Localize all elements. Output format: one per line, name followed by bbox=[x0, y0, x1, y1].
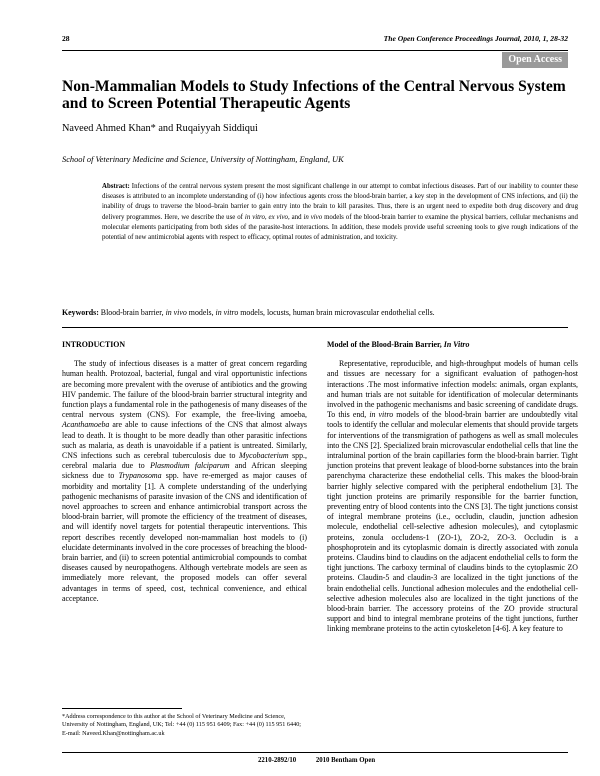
left-column bbox=[62, 340, 307, 604]
body-text: are able to cause infections of the CNS that almost always lead to death. It is thought to be more deadly than other parasitic infections such as malaria, as death is unavoidable if a patient is untreated. Similarly, CNS infections such as cerebral tuberculosis due to bbox=[62, 420, 307, 461]
body-text: spp., cerebral malaria due to bbox=[62, 451, 307, 471]
header-divider bbox=[62, 50, 568, 51]
page-footer bbox=[258, 757, 393, 764]
keywords-text: Blood-brain barrier, bbox=[98, 308, 166, 317]
introduction-heading: INTRODUCTION bbox=[62, 340, 126, 349]
body-italic: Mycobacterium bbox=[239, 451, 289, 461]
introduction-paragraph bbox=[62, 359, 307, 604]
author-list: Naveed Ahmed Khan* and Ruqaiyyah Siddiqui bbox=[62, 123, 258, 134]
body-text: spp. have re-emerged as major causes of morbidity and mortality [1]. A complete understanding of the underlying pathogenic mechanisms of parasite invasion of the CNS and identification of novel approaches to screen and enhance antimicrobial transport across the blood-brain barrier, will promote the efficiency of the treatment of diseases, and will identify novel targets for potential therapeutic interventions. This report describes recently developed non-mammalian host models to (i) elucidate determinants involved in the core processes of breaching the blood-brain barrier, and (ii) to screen potential antimicrobial compounds to combat diseases caused by neuropathogens. Although vertebrate models are seen as immediately more relevant, the proposed models can offer several advantages in terms of speed, cost, technical convenience, and ethical acceptance. bbox=[62, 471, 308, 603]
keywords-italic: in vivo bbox=[165, 308, 187, 317]
heading-italic: In Vitro bbox=[443, 340, 470, 349]
issn: 2210-2892/10 bbox=[258, 757, 297, 764]
abstract-label: Abstract: bbox=[102, 183, 130, 190]
abstract-italic: in vivo bbox=[303, 213, 323, 221]
affiliation: School of Veterinary Medicine and Science, University of Nottingham, England, UK bbox=[62, 155, 344, 164]
keywords-divider bbox=[62, 327, 568, 328]
article-title: Non-Mammalian Models to Study Infections of the Central Nervous System and to Screen Potential Therapeutic Agents bbox=[62, 78, 566, 112]
open-access-badge: Open Access bbox=[502, 52, 568, 68]
body-italic: Acanthamoeba bbox=[62, 420, 110, 430]
heading-text: Model of the Blood-Brain Barrier, bbox=[327, 340, 444, 349]
body-text: and African sleeping sickness due to bbox=[62, 461, 307, 481]
body-italic: Plasmodium falciparum bbox=[150, 461, 230, 471]
footer-divider bbox=[62, 752, 568, 753]
body-text: The study of infectious diseases is a matter of great concern regarding human health. Protozoal, bacterial, fungal and viral opportunistic infections are becoming more prevalent with the overuse of antibiotics and the growing HIV pandemic. The failure of the blood-brain barrier structural integrity and function plays a fundamental role in the pathogenesis of many diseases of the central nervous system (CNS). For example, the free-living amoeba, bbox=[62, 359, 307, 420]
body-italic: in vitro bbox=[369, 410, 394, 420]
keywords-text: models, bbox=[186, 308, 216, 317]
running-header bbox=[62, 34, 568, 48]
footnote-divider bbox=[62, 708, 182, 709]
keywords-text: models, locusts, human brain microvascular endothelial cells. bbox=[238, 308, 435, 317]
correspondence-footnote: *Address correspondence to this author at the School of Veterinary Medicine and Science, University of Nottingham, England, UK; Tel: +44 (0) 115 951 6409; Fax: +44 (0) 115 951 6440; E-mail: Naveed.Khan@nottingham.ac.uk bbox=[62, 713, 302, 737]
page-number: 28 bbox=[62, 34, 70, 43]
model-section-heading bbox=[327, 340, 578, 350]
model-section-paragraph bbox=[327, 359, 578, 634]
abstract-text: models of the blood-brain barrier to examine the physical barriers, cellular mechanisms and molecular elements participating from both sides of the parasite-host interactions. In addition, these models provide useful screening tools to give rough indications of the potential of new antimicrobial agents with respect to efficacy, optimal routes of administration, and toxicity. bbox=[102, 213, 578, 242]
keywords-label: Keywords: bbox=[62, 308, 99, 317]
abstract-text: Infections of the central nervous system present the most significant challenge in our attempt to combat infectious diseases. Part of our inability to counter these diseases is attributed to an incomplete understanding of (i) how infectious agents cross the blood-brain barrier, a key step in the development of CNS infections, and (ii) the inability of drugs to traverse the blood–brain barrier to gain entry into the brain to kill parasites. Thus, there is an urgent need to expedite both drug discovery and drug delivery programmes. Here, we describe the use of bbox=[102, 183, 578, 221]
body-text: Representative, reproducible, and high-throughput models of human cells and tissues are necessary for a significant evaluation of pathogen-host interactions .The most informative infection models: animals, organ explants, and human trials are not suitable for identification of molecular determinants involved in the pathogenic mechanisms and basic screening of candidate drugs. To this end, bbox=[327, 359, 578, 420]
keywords-italic: in vitro bbox=[215, 308, 239, 317]
right-column bbox=[327, 340, 578, 635]
body-text: models of the blood-brain barrier are undoubtedly vital tools to identify the cellular and molecular elements that should provide targets for interventions of the transmigration of pathogens as well as small molecules into the CNS [2]. Specialized brain microvascular endothelial cells that line the intraluminal portion of the brain capillaries form the blood-brain barrier. Tight junction proteins that prevent leakage of blood-borne substances into the brain parenchyma characterize these endothelial cells. This makes the blood-brain barrier highly selective compared with the peripheral endothelium [3]. The tight junction proteins are primarily responsible for the barrier function, preventing entry of blood contents into the CNS [3]. The tight junctions consist of integral membrane proteins (i.e., occludin, claudin, junction adhesion molecule, endothelial cell-selective adhesion molecules), and cytoplasmic proteins, zonula occludens-1 (ZO-1), ZO-2, ZO-3. Occludin is a phosphoprotein and its cytoplasmic domain is directly associated with zonula proteins. Claudins bind to claudins on the adjacent endothelial cells to form the tight junctions. The carboxy terminal of claudins binds to the cytoplasmic ZO proteins. Claudin-5 and claudin-3 are localized in the tight junctions of the brain endothelial cells. Junctional adhesion molecules and the endothelial cell-selective adhesion molecules also are localized in the tight junctions of the blood-brain barrier. The accessory proteins of the ZO provide structural support and bind to integral membrane proteins of the tight junctions, further linking membrane proteins to the actin cytoskeleton [4-6]. A key feature to bbox=[327, 410, 578, 634]
body-italic: Trypanosoma bbox=[118, 471, 162, 481]
abstract bbox=[102, 182, 578, 243]
abstract-text: and bbox=[289, 213, 304, 221]
publisher-copyright: 2010 Bentham Open bbox=[315, 757, 376, 764]
keywords bbox=[62, 308, 572, 317]
journal-citation: The Open Conference Proceedings Journal, 2010, 1, 28-32 bbox=[383, 34, 568, 43]
abstract-italic: in vitro, ex vivo, bbox=[244, 213, 290, 221]
